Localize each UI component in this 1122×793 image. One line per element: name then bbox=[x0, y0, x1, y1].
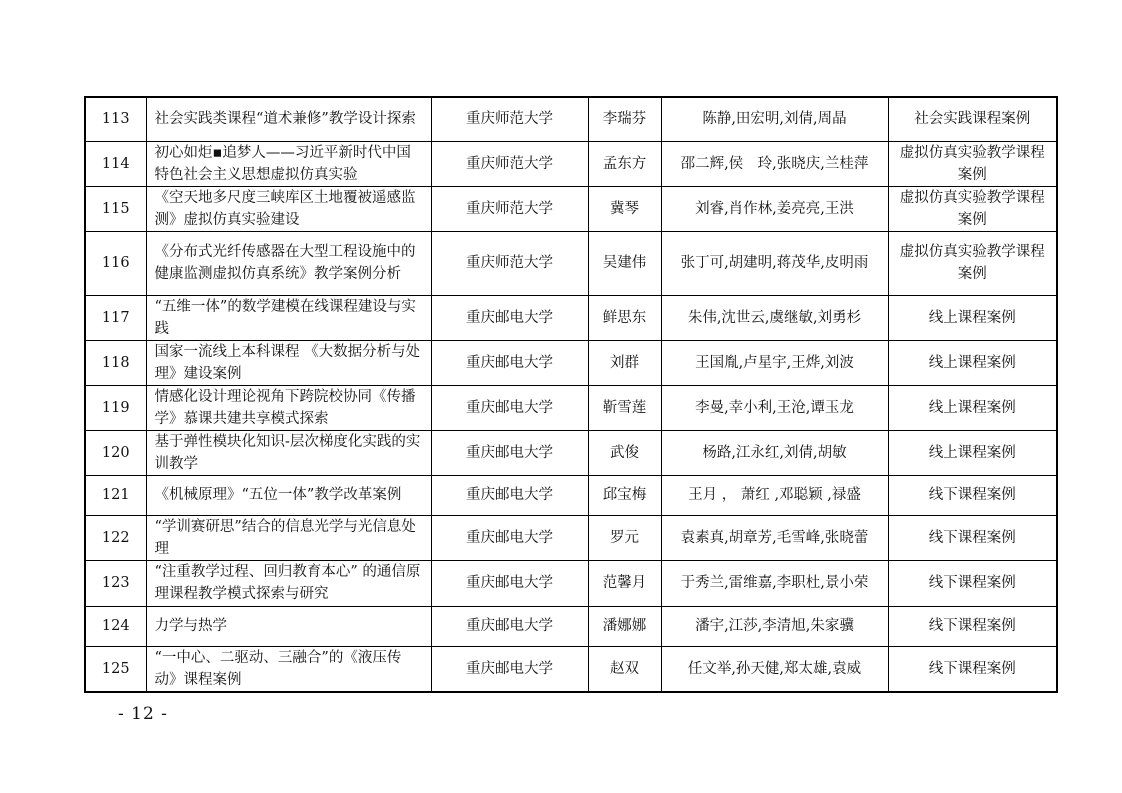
team-members: 邵二辉,侯 玲,张晓庆,兰桂萍 bbox=[661, 141, 888, 186]
table-row bbox=[85, 231, 1057, 295]
school-name: 重庆师范大学 bbox=[431, 186, 588, 231]
table-row bbox=[85, 560, 1057, 606]
row-number: 122 bbox=[85, 515, 146, 560]
team-members: 袁素真,胡章芳,毛雪峰,张晓蕾 bbox=[661, 515, 888, 560]
row-number: 123 bbox=[85, 560, 146, 606]
case-type: 线上课程案例 bbox=[888, 295, 1057, 340]
team-members: 于秀兰,雷维嘉,李职杜,景小荣 bbox=[661, 560, 888, 606]
case-type: 线下课程案例 bbox=[888, 646, 1057, 692]
case-name: 基于弹性模块化知识-层次梯度化实践的实训教学 bbox=[146, 430, 431, 475]
table-row bbox=[85, 606, 1057, 646]
team-members: 杨路,江永红,刘倩,胡敏 bbox=[661, 430, 888, 475]
lead-person: 冀琴 bbox=[588, 186, 661, 231]
table-row bbox=[85, 385, 1057, 430]
case-name: 初心如炬▪追梦人——习近平新时代中国特色社会主义思想虚拟仿真实验 bbox=[146, 141, 431, 186]
table-row bbox=[85, 515, 1057, 560]
row-number: 113 bbox=[85, 97, 146, 141]
table-body bbox=[85, 97, 1057, 692]
case-name: 力学与热学 bbox=[146, 606, 431, 646]
case-type: 线下课程案例 bbox=[888, 475, 1057, 515]
school-name: 重庆邮电大学 bbox=[431, 515, 588, 560]
case-type: 虚拟仿真实验教学课程案例 bbox=[888, 186, 1057, 231]
page-number: - 12 - bbox=[118, 704, 168, 724]
case-type: 线上课程案例 bbox=[888, 430, 1057, 475]
team-members: 陈静,田宏明,刘倩,周晶 bbox=[661, 97, 888, 141]
school-name: 重庆邮电大学 bbox=[431, 606, 588, 646]
team-members: 李曼,幸小利,王沧,谭玉龙 bbox=[661, 385, 888, 430]
lead-person: 孟东方 bbox=[588, 141, 661, 186]
case-name: “学训赛研思”结合的信息光学与光信息处理 bbox=[146, 515, 431, 560]
lead-person: 刘群 bbox=[588, 340, 661, 385]
case-type: 线上课程案例 bbox=[888, 385, 1057, 430]
team-members: 潘宇,江莎,李清旭,朱家骥 bbox=[661, 606, 888, 646]
case-type: 社会实践课程案例 bbox=[888, 97, 1057, 141]
school-name: 重庆师范大学 bbox=[431, 231, 588, 295]
team-members: 朱伟,沈世云,虞继敏,刘勇杉 bbox=[661, 295, 888, 340]
table-row bbox=[85, 646, 1057, 692]
row-number: 117 bbox=[85, 295, 146, 340]
lead-person: 武俊 bbox=[588, 430, 661, 475]
team-members: 王月 ， 萧红 ,邓聪颖 ,禄盛 bbox=[661, 475, 888, 515]
row-number: 119 bbox=[85, 385, 146, 430]
row-number: 120 bbox=[85, 430, 146, 475]
table-row bbox=[85, 430, 1057, 475]
table-row bbox=[85, 141, 1057, 186]
school-name: 重庆邮电大学 bbox=[431, 560, 588, 606]
team-members: 刘睿,肖作林,姜亮亮,王洪 bbox=[661, 186, 888, 231]
case-name: “五维一体”的数学建模在线课程建设与实践 bbox=[146, 295, 431, 340]
case-name: 《分布式光纤传感器在大型工程设施中的健康监测虚拟仿真系统》教学案例分析 bbox=[146, 231, 431, 295]
school-name: 重庆邮电大学 bbox=[431, 475, 588, 515]
case-name: 社会实践类课程“道术兼修”教学设计探索 bbox=[146, 97, 431, 141]
table-row bbox=[85, 97, 1057, 141]
lead-person: 鲜思东 bbox=[588, 295, 661, 340]
case-name: 国家一流线上本科课程 《大数据分析与处理》建设案例 bbox=[146, 340, 431, 385]
case-name: 《空天地多尺度三峡库区土地覆被遥感监测》虚拟仿真实验建设 bbox=[146, 186, 431, 231]
lead-person: 靳雪莲 bbox=[588, 385, 661, 430]
school-name: 重庆邮电大学 bbox=[431, 430, 588, 475]
school-name: 重庆邮电大学 bbox=[431, 646, 588, 692]
case-name: “一中心、二驱动、三融合”的《液压传动》课程案例 bbox=[146, 646, 431, 692]
school-name: 重庆邮电大学 bbox=[431, 385, 588, 430]
lead-person: 潘娜娜 bbox=[588, 606, 661, 646]
case-name: 情感化设计理论视角下跨院校协同《传播学》慕课共建共享模式探索 bbox=[146, 385, 431, 430]
case-type: 虚拟仿真实验教学课程案例 bbox=[888, 141, 1057, 186]
team-members: 王国胤,卢星宇,王烨,刘波 bbox=[661, 340, 888, 385]
case-name: “注重教学过程、回归教育本心” 的通信原理课程教学模式探索与研究 bbox=[146, 560, 431, 606]
school-name: 重庆师范大学 bbox=[431, 141, 588, 186]
case-type: 线下课程案例 bbox=[888, 515, 1057, 560]
row-number: 124 bbox=[85, 606, 146, 646]
table-row bbox=[85, 295, 1057, 340]
team-members: 任文举,孙天健,郑太雄,袁威 bbox=[661, 646, 888, 692]
case-type: 虚拟仿真实验教学课程案例 bbox=[888, 231, 1057, 295]
row-number: 121 bbox=[85, 475, 146, 515]
school-name: 重庆师范大学 bbox=[431, 97, 588, 141]
school-name: 重庆邮电大学 bbox=[431, 340, 588, 385]
table-row bbox=[85, 186, 1057, 231]
case-type: 线上课程案例 bbox=[888, 340, 1057, 385]
lead-person: 李瑞芬 bbox=[588, 97, 661, 141]
team-members: 张丁可,胡建明,蒋茂华,皮明雨 bbox=[661, 231, 888, 295]
lead-person: 吴建伟 bbox=[588, 231, 661, 295]
row-number: 125 bbox=[85, 646, 146, 692]
table-row bbox=[85, 475, 1057, 515]
school-name: 重庆邮电大学 bbox=[431, 295, 588, 340]
case-type: 线下课程案例 bbox=[888, 560, 1057, 606]
row-number: 116 bbox=[85, 231, 146, 295]
lead-person: 邱宝梅 bbox=[588, 475, 661, 515]
case-name: 《机械原理》“五位一体”教学改革案例 bbox=[146, 475, 431, 515]
case-type: 线下课程案例 bbox=[888, 606, 1057, 646]
case-list-table bbox=[84, 96, 1058, 693]
row-number: 118 bbox=[85, 340, 146, 385]
row-number: 114 bbox=[85, 141, 146, 186]
table-row bbox=[85, 340, 1057, 385]
lead-person: 罗元 bbox=[588, 515, 661, 560]
lead-person: 赵双 bbox=[588, 646, 661, 692]
lead-person: 范馨月 bbox=[588, 560, 661, 606]
row-number: 115 bbox=[85, 186, 146, 231]
